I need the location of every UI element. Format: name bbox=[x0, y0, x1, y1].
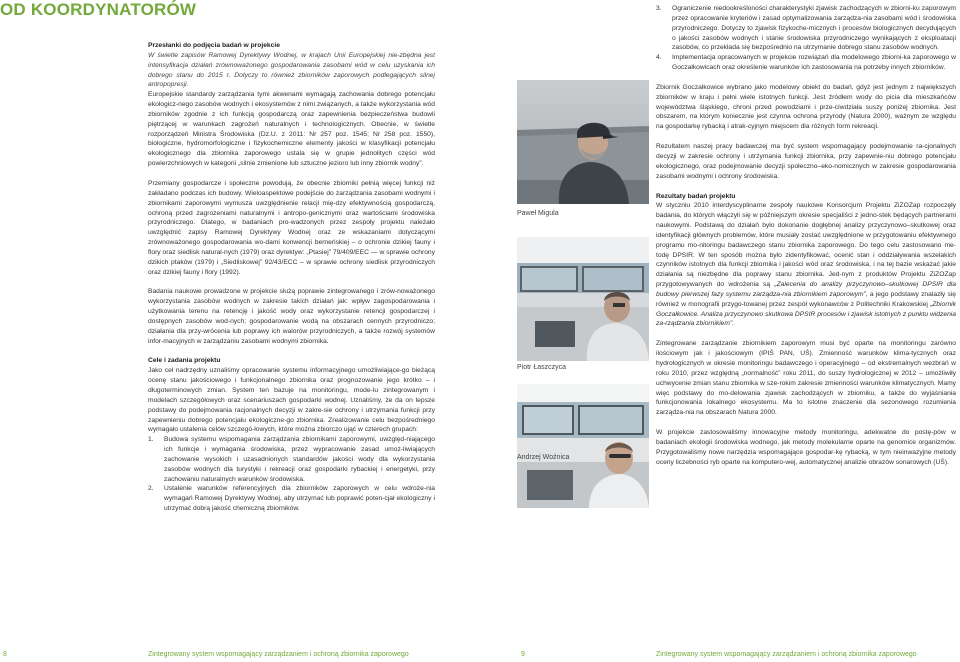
caption: Piotr Łaszczyca bbox=[517, 364, 567, 371]
list-item bbox=[656, 53, 956, 73]
page-number-right: 9 bbox=[521, 651, 525, 658]
list-text: Implementacja opracowanych w projekcie rozwiązań dla modelowego zbiorni-ka zaporowego w Goczałkowicach oraz określenie warunków ich zastosowania na potrzeby innych zbiorników. bbox=[672, 54, 956, 72]
portrait-photo-3 bbox=[517, 384, 649, 508]
list-text: Budowa systemu wspomagania zarządzania zbiornikami zaporowymi, uwzględ-niającego ich funkcje i wymagania środowiska, przez wypracowanie zasad umoż-liwiających zachowanie wysokich i uzasadnionych standardów jakości wody dla wykorzystania zasobów wodnych dla turystyki i rekreacji oraz gospodarki rybackiej i energetyki, przy zachowaniu naturalnych warunków środowiska. bbox=[164, 436, 435, 483]
goals-list-continued bbox=[656, 4, 956, 73]
paragraph: Europejskie standardy zarządzania tymi akwenami wymagają zachowania dobrego potencjału ekologicz-nego zasobów wodnych i ekosystemów z nimi związanych, a także wykorzystania wód zbiorników zgodnie z ich funkcją gospodarczą oraz zapewnienia bezpieczeństwa budowli piętrzącej w warunkach zagrożeń naturalnych i technologicznych. Obecnie, w świetle rozporządzeń Ministra Środowiska (Dz.U. z 2011: Nr 257 poz. 1545; Nr 258 poz. 1550), biologiczne, hydromorfologiczne i fizykochemiczne elementy jakości w klasyfikacji potencjału ekologicznego dla zbiornika zaporowego ustala się w grupie jednolitych części wód powierzchniowych w kategorii „silnie zmienione lub sztuczne jezioro lub inny zbiornik wodny”. bbox=[148, 91, 435, 168]
list-item bbox=[656, 4, 956, 53]
list-number: 1. bbox=[148, 436, 154, 444]
portrait-photo-1 bbox=[517, 80, 649, 204]
paragraph: Zbiornik Goczałkowice wybrano jako modelowy obiekt do badań, gdyż jest jednym z największych zbiorników w kraju i pełni wiele istotnych funkcji. Jest źródłem wody do picia dla mieszkańców województwa śląskiego, chroni przed powodziami i prze-ciwdziała suszy poniżej zbiornika. Jest obszarem, na którym koniecznie jest czynna ochrona przyrody (Natura 2000), ważnym ze względu na gospodarkę rybacką i atrak-cyjnym miejscem dla różnych form rekreacji. bbox=[656, 83, 956, 131]
paragraph: Przemiany gospodarcze i społeczne powodują, że obecnie zbiorniki pełnią więcej funkcji niż zakładano podczas ich budowy. Wieloaspektowe podejście do zarządzania zasobami wodnymi i zbiornikami zaporowymi wymusza uwzględnienie relacji mię-dzy efektywnością gospodarczą, ochroną przed zagrożeniami naturalnymi i antropo-genicznymi oraz wartościami środowiska przyrodniczego. Dlatego, w badaniach pro-wadzonych przez zespoły projektu należało uwzględnić zapisy Ramowej Dyrektywy Wodnej oraz ze wskazaniami dotyczącymi zrównoważonego gospodarowania wo-dami konwencji berneńskiej – o ochronie dzikiej fauny i flory oraz siedlisk natural-nych (1979) oraz dyrektyw: „Ptasiej” 79/409/EEC — w sprawie ochrony dzikich ptaków (1979) i „Siedliskowej” 92/43/ECC – w sprawie ochrony siedlisk przyrodniczych oraz dzikiej fauny i flory (1992). bbox=[148, 179, 435, 276]
list-item bbox=[148, 435, 435, 484]
list-number: 3. bbox=[656, 5, 662, 12]
paragraph: Zintegrowane zarządzanie zbiornikiem zaporowym musi być oparte na monitoringu zarówno ilościowym jak i jakościowym (IPIŚ PAN, UŚ). Zmienność warunków klima-tycznych oraz hydrologicznych w okresie monitoringu badawczego i operacyjnego – od ekstremalnych wezbrań w roku 2010, przez względną „normalność” roku 2011, do suszy hydrologicznej w 2012 – umożliwiły uchwycenie zmian stanu zbiornika w sze-rokim zakresie zmienności warunków klimatycznych. Mamy więc podstawy do mo-delowania zjawisk zachodzących w zbiorniku, a także do wyjaśniania funkcjonowania lokalnego ekosystemu. Ma to istotne znaczenie dla sezonowego rozumienia zarządza-nia na obszarach Natura 2000. bbox=[656, 340, 956, 417]
paragraph: W projekcie zastosowaliśmy innowacyjne metody monitoringu, adekwatne do postę-pów w badaniach ekologii środowiska wodnego, jak metody molekularne oparte na genomice organizmów. Przygotowaliśmy nowe narzędzia wspomagające gospodar-kę rybacką, w tym nieinwazyjne metody oceny liczebności ryb oparte na komputero-wej, automatycznej analizie obrazów sonarowych (UŚ). bbox=[656, 429, 956, 466]
intro-italic-paragraph: W świetle zapisów Ramowej Dyrektywy Wodnej, w krajach Unii Europejskiej nie-zbędna jest intensyfikacja działań zrównoważonego gospodarowania zasobami wód w celu uzyskania ich dobrego stanu do 2015 r. Dotyczy to również zbiorników zaporowych podlegających silnej antropopresji. bbox=[148, 51, 435, 89]
text-run: a jego podstawy znalazły się również w monografii przygo-towanej przez zespół wykonawców z Politechniki Krakowskiej bbox=[656, 290, 956, 308]
caption: Andrzej Woźnica bbox=[517, 454, 570, 461]
footer-title-right: Zintegrowany system wspomagający zarządzaniem i ochroną zbiornika zaporowego bbox=[656, 651, 917, 658]
photo-column bbox=[517, 0, 649, 662]
page-number-left: 8 bbox=[3, 651, 7, 658]
section-heading-goals: Cele i zadania projektu bbox=[148, 357, 221, 365]
section-heading-premises: Przesłanki do podjęcia badań w projekcie bbox=[148, 42, 280, 49]
page-title: OD KOORDYNATORÓW bbox=[0, 0, 197, 19]
footer-title-left: Zintegrowany system wspomagający zarządzaniem i ochroną zbiornika zaporowego bbox=[148, 651, 409, 658]
paragraph: Jako cel nadrzędny uznaliśmy opracowanie systemu informacyjnego umożliwiające-go bieżącą ocenę stanu jakościowego i funkcjonalnego zbiornika oraz prognozowanie jego krótko – i długoterminowych zmian. System ten bazuje na monitoringu, mode-lu zintegrowanym i modelach szczegółowych oraz scenariuszach gospodarki wodnej. Uznaliśmy, że da on lepsze podstawy do podejmowania racjonalnych decyzji w zakre-sie ochrony i utrzymania funkcji przy zapewnieniu dobrego potencjału ekologiczne-go zbiornika. Zrealizowanie celu bezpośredniego wymagało ustalenia celów szczegó-łowych, które można zbiorczo ująć w czterech grupach: bbox=[148, 367, 435, 434]
goals-list bbox=[148, 435, 435, 514]
list-item bbox=[148, 484, 435, 514]
list-number: 2. bbox=[148, 485, 154, 493]
right-text-column bbox=[656, 4, 956, 467]
list-text: Ustalenie warunków referencyjnych dla zbiorników zaporowych w celu wdroże-nia wymagań Ramowej Dyrektywy Wodnej, aby utrzymać lub poprawić poten-cjał ekologiczny i utrzymać dobrą jakość chemiczną zbiorników. bbox=[164, 485, 435, 513]
text-run-italic: „Zbiornik Goczałkowice. Analiza przyczynowo skutkowa DPSIR procesów i zjawisk istotnych z punktu widzenia za-rządzania zbiornikiem”. bbox=[656, 300, 956, 328]
left-text-column bbox=[148, 41, 435, 514]
paragraph: Badania naukowe prowadzone w projekcie służą poprawie zintegrowanego i zrów-noważonego wykorzystania zasobów wodnych w zakresie takich działań jak: wpływ zagospodarowania i użytkowania terenu na retencję i jakość wody oraz wykorzystanie retencji gospodarczej i dostępnych zasobów wod-nych; gospodarowanie wodą na obszarach cennych przyrodniczo; działania dla przy-wrócenia lub poprawy ich walorów przyrodniczych, a także rozwój systemów infor-macyjnych w zarządzaniu zasobami wodnymi zbiornika. bbox=[148, 288, 435, 345]
portrait-photo-2 bbox=[517, 237, 649, 361]
photo-andrzej-woznica bbox=[517, 384, 649, 508]
list-text: Ograniczenie niedookreśloności charakterystyki zjawisk zachodzących w zbiorni-ku zaporowym przez opracowanie kryteriów i zasad optymalizowania zarządza-nia zasobami wód i środowiska przyrodniczego. Dotyczy to zjawisk fizykoche-micznych i procesów biologicznych decydujących o jakości zasobów wodnych i stanie środowiska przyrodniczego wynikających z eksploatacji zasobów, co przekłada się bezpośrednio na utrzymanie dobrego stanu zasobów wodnych. bbox=[672, 5, 956, 52]
photo-piotr-laszczyca bbox=[517, 237, 649, 361]
caption: Paweł Migula bbox=[517, 210, 559, 217]
list-number: 4. bbox=[656, 54, 662, 62]
text-run: W styczniu 2010 interdyscyplinarne zespoły naukowe Konsorcjum Projektu ZiZOZap rozpoczęły badania, do których włączyli się w późniejszym okresie specjaliści z jedno-stek będących partnerami naukowymi. Podstawą do działań było dokonanie dogłębnej analizy przyczynowo–skutkowej oraz identyfikacji głównych problemów, które musiały zostać uwzględnione w przygotowaniu efektywnego programu mo-nitoringu badawczego stanu zbiornika zaporowego. Do tego celu zastosowano me-todę DPSIR. W ten sposób można było zidentyfikować, ocenić stan i oddziaływania wszelakich czynników istotnych dla funkcji zbiornika i jakości wód oraz środowiska, i na tej bazie wskazać jakie działania są niezbędne dla poprawy stanu zbiornika. Jed-nym z produktów Projektu ZiZOZap przygotowywanych do wdrożenia są bbox=[656, 202, 956, 289]
photo-pawel-migula bbox=[517, 80, 649, 204]
paragraph: Rezultatem naszej pracy badawczej ma być system wspomagający podejmowanie ra-cjonalnych decyzji w zakresie ochrony i utrzymania funkcji zbiornika, przy zapewnie-niu dobrego potencjału ekologicznego, oraz podejmowanie decyzji społeczno–eko-nomicznych w zakresie gospodarowania zasobami wodnymi i ochrony środowiska. bbox=[656, 143, 956, 180]
section-heading-results: Rezultaty badań projektu bbox=[656, 192, 736, 200]
text-run-italic: „Zalecenia do analizy przyczynowo–skutkowej DPSIR dla budowy pierwszej fazy systemu zarządza-nia zbiornikiem zaporowym”, bbox=[656, 281, 956, 298]
paragraph bbox=[656, 201, 956, 329]
